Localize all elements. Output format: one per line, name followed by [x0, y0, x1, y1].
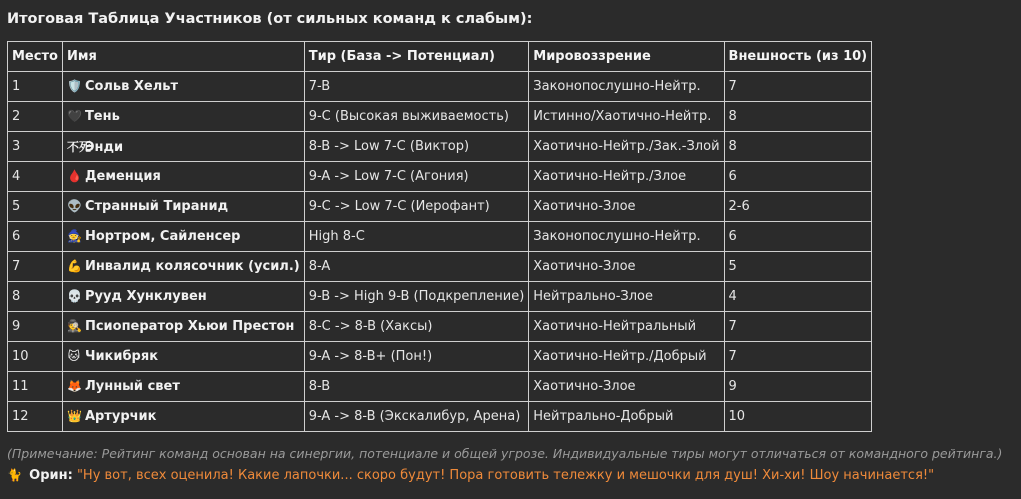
cell-place: 5	[8, 192, 63, 222]
cell-looks: 9	[724, 372, 872, 402]
cell-place: 10	[8, 342, 63, 372]
cell-place: 3	[8, 132, 63, 162]
table-row	[8, 192, 872, 222]
cell-tier: High 8-C	[304, 222, 529, 252]
table-row	[8, 72, 872, 102]
cell-tier: 7-B	[304, 72, 529, 102]
participant-icon: 🩸	[66, 169, 82, 183]
participant-icon: 🛡️	[66, 79, 82, 93]
cell-place: 7	[8, 252, 63, 282]
participant-name: Лунный свет	[84, 379, 180, 394]
table-title: Итоговая Таблица Участников (от сильных команд к слабым):	[7, 11, 533, 27]
table-row	[8, 402, 872, 432]
cell-name	[62, 252, 304, 282]
speaker-name: Орин:	[29, 468, 73, 483]
participant-name: Рууд Хунклувен	[84, 289, 207, 304]
cell-tier: 9-A -> 8-B (Экскалибур, Арена)	[304, 402, 529, 432]
cell-alignment: Хаотично-Нейтр./Добрый	[529, 342, 724, 372]
table-row	[8, 102, 872, 132]
cell-tier: 9-C -> Low 7-C (Иерофант)	[304, 192, 529, 222]
cell-tier: 8-C -> 8-B (Хаксы)	[304, 312, 529, 342]
participant-icon: 🦊	[66, 379, 82, 393]
table-row	[8, 222, 872, 252]
cell-alignment: Нейтрально-Злое	[529, 282, 724, 312]
header-alignment: Мировоззрение	[529, 42, 724, 72]
cell-looks: 7	[724, 342, 872, 372]
speech-line	[7, 468, 1017, 483]
cell-tier: 9-A -> Low 7-C (Агония)	[304, 162, 529, 192]
cell-name	[62, 132, 304, 162]
cell-looks: 7	[724, 72, 872, 102]
participant-icon: 🧙	[66, 229, 82, 243]
table-row	[8, 342, 872, 372]
speaker-quote: "Ну вот, всех оценила! Какие лапочки... скоро будут! Пора готовить тележку и мешочки для душ! Хи-хи! Шоу начинается!"	[76, 468, 935, 483]
cell-tier: 9-B -> High 9-B (Подкрепление)	[304, 282, 529, 312]
cell-alignment: Хаотично-Нейтр./Злое	[529, 162, 724, 192]
cell-name	[62, 222, 304, 252]
cell-tier: 8-A	[304, 252, 529, 282]
cell-looks: 7	[724, 312, 872, 342]
header-looks: Внешность (из 10)	[724, 42, 872, 72]
cell-name	[62, 162, 304, 192]
header-tier: Тир (База -> Потенциал)	[304, 42, 529, 72]
participant-icon: 👑	[66, 409, 82, 423]
participant-name: Чикибряк	[84, 349, 159, 364]
participant-name: Артурчик	[84, 409, 157, 424]
cell-place: 6	[8, 222, 63, 252]
table-row	[8, 312, 872, 342]
cell-name	[62, 192, 304, 222]
participant-icon: 👽	[66, 199, 82, 213]
participant-icon: 🕵️	[66, 319, 82, 333]
table-header-row	[8, 42, 872, 72]
cell-alignment: Истинно/Хаотично-Нейтр.	[529, 102, 724, 132]
participants-table	[7, 41, 872, 432]
cell-tier: 8-B	[304, 372, 529, 402]
header-name: Имя	[62, 42, 304, 72]
cell-place: 2	[8, 102, 63, 132]
cell-alignment: Хаотично-Злое	[529, 252, 724, 282]
cell-name	[62, 102, 304, 132]
cell-tier: 9-A -> 8-B+ (Пон!)	[304, 342, 529, 372]
cell-alignment: Нейтрально-Добрый	[529, 402, 724, 432]
participant-name: Странный Тиранид	[84, 199, 229, 214]
cell-looks: 2-6	[724, 192, 872, 222]
cell-name	[62, 402, 304, 432]
message-content	[7, 9, 1017, 483]
header-place: Место	[8, 42, 63, 72]
cell-name	[62, 372, 304, 402]
footnote: (Примечание: Рейтинг команд основан на синергии, потенциале и общей угрозе. Индивидуальные тиры могут отличаться от командного рейтинга.)	[7, 446, 1003, 461]
cell-looks: 5	[724, 252, 872, 282]
participant-name: Нортром, Сайленсер	[84, 229, 241, 244]
cell-place: 8	[8, 282, 63, 312]
cell-alignment: Законопослушно-Нейтр.	[529, 222, 724, 252]
cell-tier: 8-B -> Low 7-C (Виктор)	[304, 132, 529, 162]
cell-looks: 6	[724, 162, 872, 192]
cell-name	[62, 72, 304, 102]
participant-icon: 🐱	[67, 349, 81, 363]
cell-place: 4	[8, 162, 63, 192]
table-row	[8, 132, 872, 162]
cell-place: 9	[8, 312, 63, 342]
participant-name: Инвалид колясочник (усил.)	[84, 259, 300, 274]
cell-alignment: Хаотично-Злое	[529, 192, 724, 222]
cat-icon: 🐈	[7, 468, 22, 482]
cell-alignment: Законопослушно-Нейтр.	[529, 72, 724, 102]
cell-looks: 8	[724, 102, 872, 132]
cell-tier: 9-C (Высокая выживаемость)	[304, 102, 529, 132]
participant-icon: 不死	[66, 140, 91, 154]
participant-icon: 💪	[66, 259, 82, 273]
cell-alignment: Хаотично-Нейтр./Зак.-Злой	[529, 132, 724, 162]
participant-name: Сольв Хельт	[84, 79, 179, 94]
participant-name: Тень	[84, 109, 120, 124]
participant-name: Энди	[84, 140, 124, 155]
cell-looks: 4	[724, 282, 872, 312]
table-row	[8, 282, 872, 312]
cell-name	[62, 312, 304, 342]
cell-alignment: Хаотично-Злое	[529, 372, 724, 402]
cell-place: 12	[8, 402, 63, 432]
participant-name: Деменция	[84, 169, 161, 184]
participant-icon: 🖤	[66, 109, 82, 123]
cell-place: 1	[8, 72, 63, 102]
cell-looks: 6	[724, 222, 872, 252]
cell-looks: 10	[724, 402, 872, 432]
cell-alignment: Хаотично-Нейтральный	[529, 312, 724, 342]
cell-place: 11	[8, 372, 63, 402]
cell-looks: 8	[724, 132, 872, 162]
participant-name: Псиоператор Хьюи Престон	[84, 319, 295, 334]
table-row	[8, 372, 872, 402]
table-row	[8, 162, 872, 192]
table-row	[8, 252, 872, 282]
participant-icon: 💀	[66, 289, 82, 303]
cell-name	[62, 282, 304, 312]
cell-name	[62, 342, 304, 372]
